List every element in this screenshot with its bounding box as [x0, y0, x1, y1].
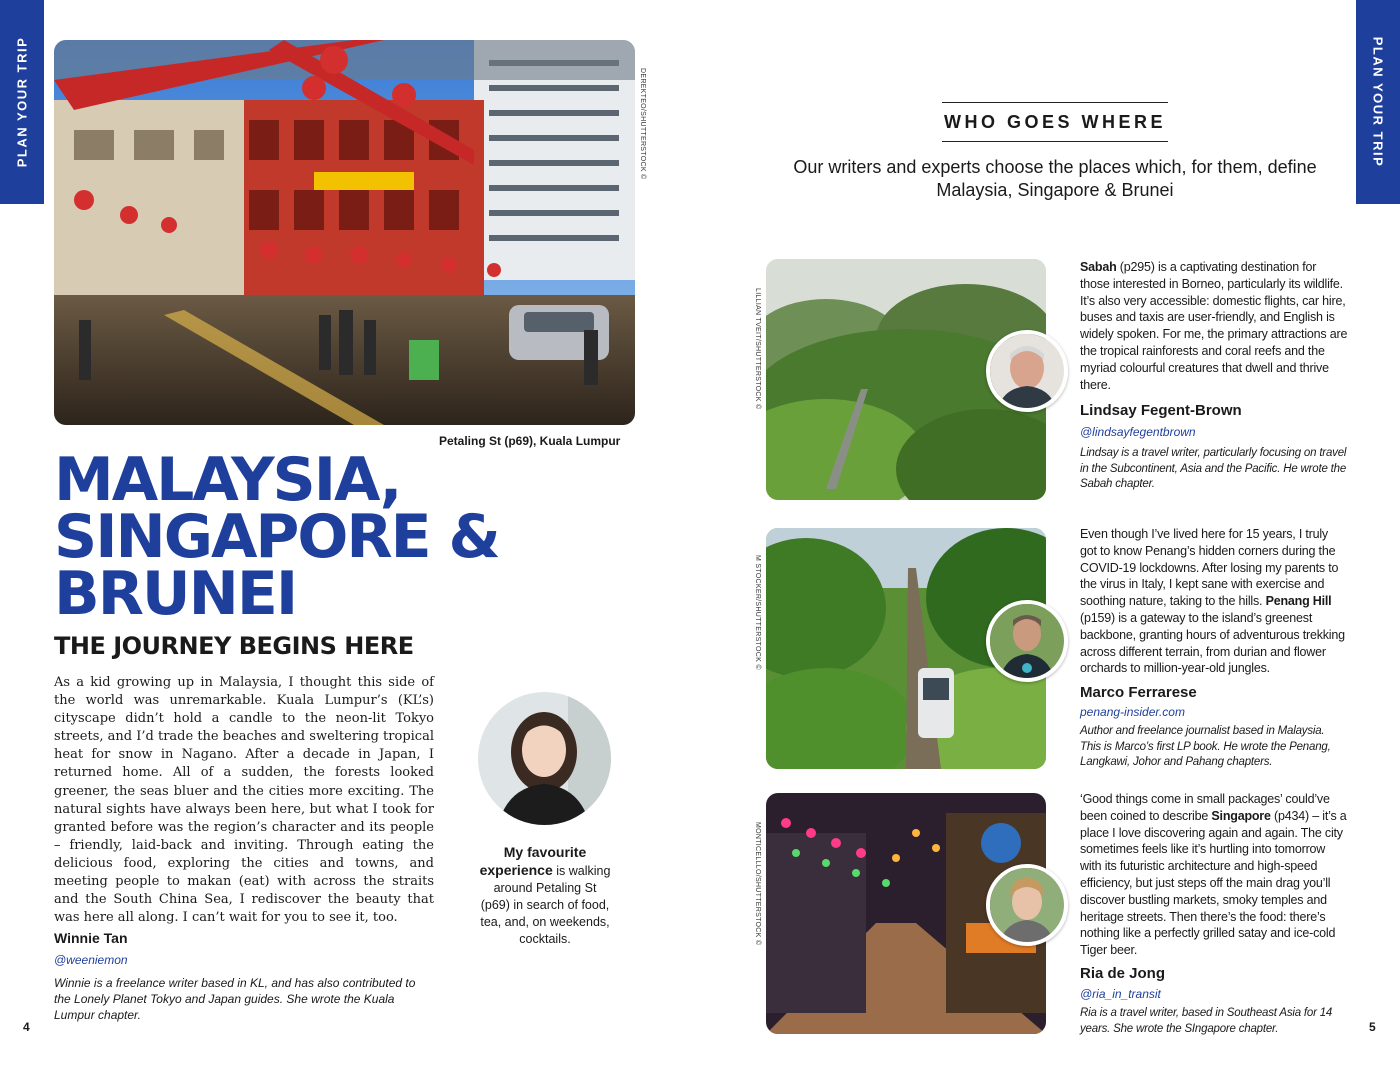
writer-entry-text: Even though I’ve lived here for 15 years, I truly got to know Penang’s hidden corners during the COVID-19 lockdowns. After losing my parents to the virus in Italy, I kept sane with exercise and soothing nature, taking to the hills. Penang Hill (p159) is a gateway to the island’s greenest backbone, granting hours of adventurous trekking across different terrain, from durian and flower orchards to million-year-old jungles. — [1080, 527, 1345, 676]
writer-handle[interactable]: penang-insider.com — [1080, 705, 1185, 719]
writer-entry-text: Sabah (p295) is a captivating destination for those interested in Borneo, particularly its wildlife. It’s also very accessible: domestic flights, car hire, buses and taxis are user-friendly, and English is widely spoken. For me, the primary attractions are the tropical rainforests and coral reefs and the myriad colourful creatures that dwell and thrive there. — [1080, 260, 1348, 392]
author-avatar — [478, 692, 611, 825]
place-name: Sabah — [1080, 260, 1117, 274]
writer-avatar — [986, 864, 1068, 946]
divider — [942, 141, 1168, 142]
intro-author-bio: Winnie is a freelance writer based in KL, and has also contributed to the Lonely Planet Tokyo and Japan guides. She wrote the Kuala Lumpur chapter. — [54, 976, 416, 1022]
section-tab-label: PLAN YOUR TRIP — [1370, 36, 1386, 168]
writer-avatar — [986, 600, 1068, 682]
hero-photo — [54, 40, 635, 425]
writer-bio: Author and freelance journalist based in Malaysia. This is Marco’s first LP book. He wrote the Penang, Langkawi, Johor and Pahang chapters. — [1080, 725, 1331, 768]
photo-credit: DEREKTEO/SHUTTERSTOCK © — [639, 68, 646, 180]
place-name: Penang Hill — [1265, 594, 1332, 609]
favourite-text: is walking around Petaling St (p69) in search of food, tea, and, on weekends, cocktails. — [480, 864, 611, 946]
page-subtitle: THE JOURNEY BEGINS HERE — [54, 632, 414, 660]
page-title — [54, 445, 524, 629]
section-tab-label: PLAN YOUR TRIP — [14, 36, 30, 168]
title-line: SINGAPORE & — [54, 502, 499, 572]
page-number-right: 5 — [1369, 1020, 1376, 1034]
intro-text: As a kid growing up in Malaysia, I thought this side of the world was unremarkable. Kuala Lumpur’s (KL’s) cityscape didn’t hold a candle to the neon-lit Tokyo streets, and I’d trade the beaches and sweltering tropical heat for snow in Nagano. After a decade in Japan, I returned home. All of a sudden, the forests looked greener, the seas bluer and the cities more exciting. The natural sights have always been here, but what I took for granted before was the region’s character and its people – friendly, laid-back and inviting. Through eating the delicious food, exploring the cities and towns, and meeting people to makan (eat) with across the straits and the South China Sea, I rediscover the beauty that was here all along. I can’t wait for you to see it, too. — [54, 675, 434, 926]
writer-name: Ria de Jong — [1080, 965, 1166, 982]
writer-entry-text: ‘Good things come in small packages’ could’ve been coined to describe Singapore (p434) – it’s a place I love discovering again and again. The city sometimes feels like it’s hurtling into tomorrow with its futuristic architecture and high-speed efficiency, but just steps off the main drag you’ll discover bustling markets, smoky temples and heritage streets. Then there’s the food: there’s nothing like a perfectly grilled satay and ice-cold Tiger beer. — [1080, 792, 1347, 958]
title-line: BRUNEI — [54, 559, 297, 629]
photo-credit: MONTICELLLO/SHUTTERSTOCK © — [754, 822, 761, 946]
section-tab-right — [1356, 0, 1400, 204]
divider — [942, 102, 1168, 103]
intro-author-handle[interactable]: @weeniemon — [54, 953, 128, 967]
favourite-experience — [478, 844, 612, 948]
section-heading: WHO GOES WHERE — [943, 112, 1166, 132]
favourite-label: My favourite experience — [479, 844, 587, 878]
writer-bio: Ria is a travel writer, based in Southeast Asia for 14 years. She wrote the SIngapore chapter. — [1080, 1007, 1333, 1035]
writer-name: Lindsay Fegent-Brown — [1080, 402, 1242, 419]
writer-handle[interactable]: @ria_in_transit — [1080, 987, 1161, 1001]
place-name: Singapore — [1211, 808, 1271, 823]
writer-avatar — [986, 330, 1068, 412]
section-intro: Our writers and experts choose the places which, for them, define Malaysia, Singapore & Brunei — [793, 157, 1317, 200]
writer-handle[interactable]: @lindsayfegentbrown — [1080, 425, 1196, 439]
photo-credit: LILLIAN TVEIT/SHUTTERSTOCK © — [754, 288, 761, 410]
section-tab-left — [0, 0, 44, 204]
title-line: MALAYSIA, — [54, 445, 401, 515]
photo-credit: M STOCKER/SHUTTERSTOCK © — [754, 555, 761, 670]
page-number-left: 4 — [23, 1020, 30, 1034]
writer-name: Marco Ferrarese — [1080, 684, 1197, 701]
hero-caption: Petaling St (p69), Kuala Lumpur — [439, 434, 621, 448]
intro-author-name: Winnie Tan — [54, 930, 128, 946]
writer-bio: Lindsay is a travel writer, particularly focusing on travel in the Subcontinent, Asia and the Pacific. He wrote the Sabah chapter. — [1080, 447, 1347, 490]
